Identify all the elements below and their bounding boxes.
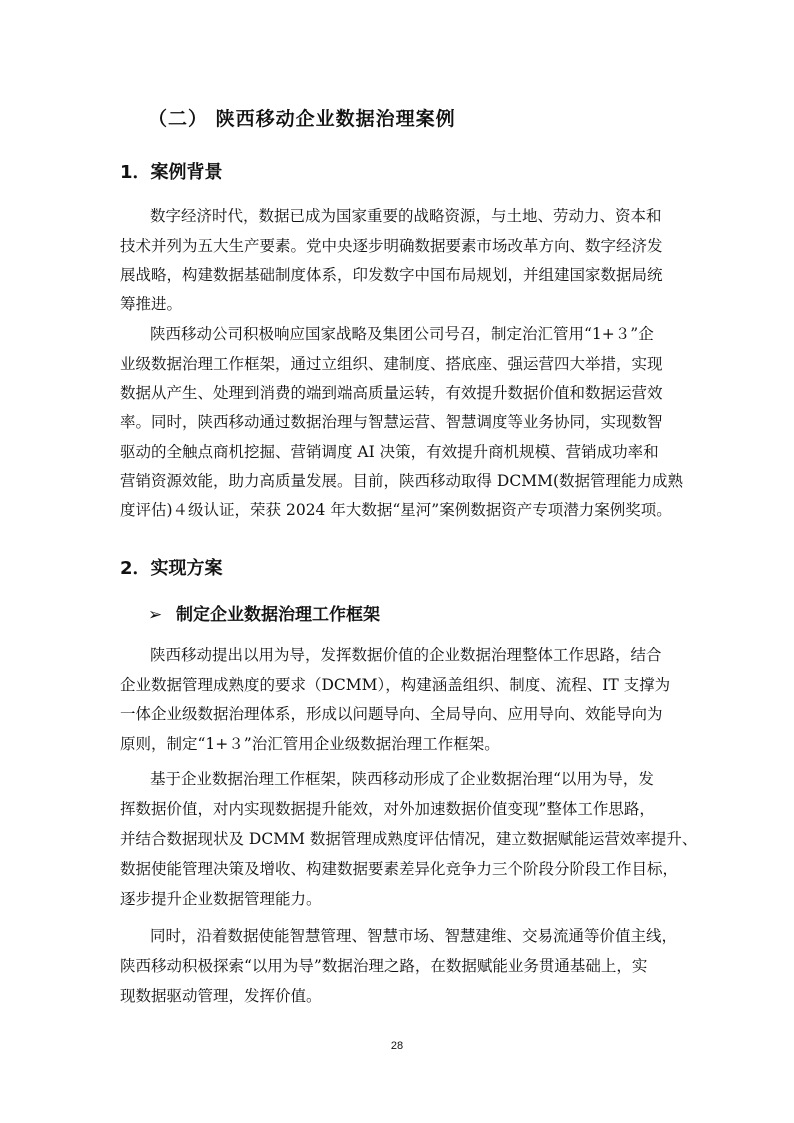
paragraph-line: 基于企业数据治理工作框架，陕西移动形成了企业数据治理“以用为导，发 xyxy=(150,770,654,788)
paragraph-line: 数据从产生、处理到消费的端到端高质量运转，有效提升数据价值和数据运营效 xyxy=(120,384,663,402)
subsection-title-solution: 2．实现方案 xyxy=(120,558,223,579)
page-number: 28 xyxy=(390,1040,404,1052)
section-title: （二） 陕西移动企业数据治理案例 xyxy=(148,108,456,130)
paragraph-line: 陕西移动公司积极响应国家战略及集团公司号召，制定治汇管用“1+３”企 xyxy=(150,325,654,343)
paragraph-line: 同时，沿着数据使能智慧管理、智慧市场、智慧建维、交易流通等价值主线， xyxy=(150,927,678,945)
bullet-heading-text: 制定企业数据治理工作框架 xyxy=(176,605,380,625)
paragraph-line: 技术并列为五大生产要素。党中央逐步明确数据要素市场改革方向、数字经济发 xyxy=(120,237,663,255)
paragraph-line: 挥数据价值，对内实现数据提升能效，对外加速数据价值变现”整体工作思路， xyxy=(120,800,655,818)
paragraph-line: 数字经济时代，数据已成为国家重要的战略资源，与土地、劳动力、资本和 xyxy=(150,207,662,225)
subsection-title-background: 1．案例背景 xyxy=(120,162,223,183)
paragraph-line: 展战略，构建数据基础制度体系，印发数字中国布局规划，并组建国家数据局统 xyxy=(120,266,663,284)
paragraph-line: 逐步提升企业数据管理能力。 xyxy=(120,890,322,908)
paragraph-line: 业级数据治理工作框架，通过立组织、建制度、搭底座、强运营四大举措，实现 xyxy=(120,355,663,373)
paragraph-line: 驱动的全触点商机挖掘、营销调度 AI 决策，有效提升商机规模、营销成功率和 xyxy=(120,443,659,461)
paragraph-line: 率。同时，陕西移动通过数据治理与智慧运营、智慧调度等业务协同，实现数智 xyxy=(120,413,663,431)
bullet-heading xyxy=(148,600,380,625)
paragraph-line: 筹推进。 xyxy=(120,295,183,313)
arrow-bullet-icon: ➢ xyxy=(148,605,163,625)
paragraph-line: 度评估)４级认证，荣获 2024 年大数据“星河”案例数据资产专项潜力案例奖项。 xyxy=(120,501,672,519)
paragraph-line: 陕西移动积极探索“以用为导”数据治理之路，在数据赋能业务贯通基础上，实 xyxy=(120,957,648,975)
paragraph-line: 营销资源效能，助力高质量发展。目前，陕西移动取得 DCMM(数据管理能力成熟 xyxy=(120,472,684,490)
paragraph-line: 原则，制定“1+３”治汇管用企业级数据治理工作框架。 xyxy=(120,735,500,753)
paragraph-line: 数据使能管理决策及增收、构建数据要素差异化竞争力三个阶段分阶段工作目标， xyxy=(120,860,679,878)
paragraph-line: 现数据驱动管理，发挥价值。 xyxy=(120,987,322,1005)
paragraph-line: 并结合数据现状及 DCMM 数据管理成熟度评估情况，建立数据赋能运营效率提升、 xyxy=(120,830,698,848)
paragraph-line: 企业数据管理成熟度的要求（DCMM），构建涵盖组织、制度、流程、IT 支撑为 xyxy=(120,676,671,694)
paragraph-line: 陕西移动提出以用为导，发挥数据价值的企业数据治理整体工作思路，结合 xyxy=(150,646,662,664)
paragraph-line: 一体企业级数据治理体系，形成以问题导向、全局导向、应用导向、效能导向为 xyxy=(120,705,663,723)
